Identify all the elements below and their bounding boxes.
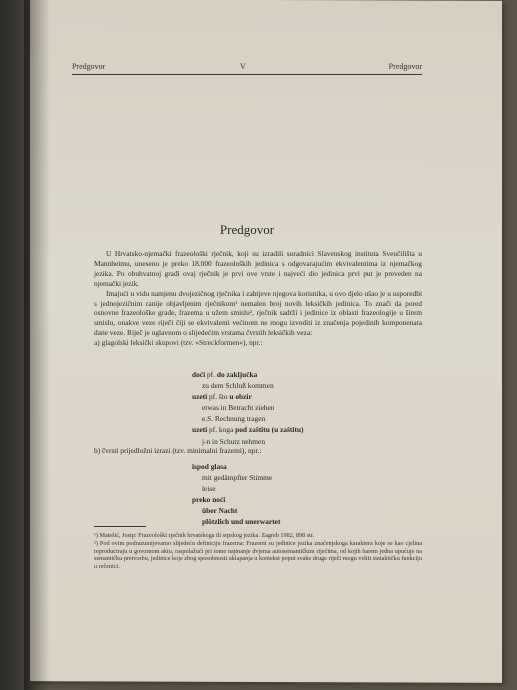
example-a-3-translation: j-n in Schutz nehmen	[202, 436, 266, 446]
header-left: Predgovor	[72, 62, 106, 71]
example-a-1: doći pf. do zaključka	[192, 370, 258, 379]
example-a-2-translation-2: e.S. Rechnung tragen	[202, 414, 266, 424]
example-a-3: uzeti pf. koga pod zaštitu (u zaštitu)	[192, 425, 304, 435]
footnote-1: ¹) Matešić, Josip: Frazeološki rječnik hrvatskoga ili srpskog jezika. Zagreb 1982, 898 str.	[94, 532, 315, 539]
example-a-2-translation-1: etwas in Betracht ziehen	[202, 403, 275, 413]
chapter-title: Predgovor	[219, 222, 275, 237]
gutter-shadow	[24, 0, 50, 690]
header-right: Predgovor	[388, 62, 422, 71]
body-text	[94, 249, 422, 348]
example-b-2-translation-2: plötzlich und unerwartet	[202, 517, 281, 527]
example-b-1-translation-2: leise	[202, 484, 216, 494]
example-b-1-translation-1: mit gedämpfter Stimme	[202, 473, 273, 483]
examples-b	[192, 461, 280, 528]
list-item-a: a) glagolski leksički skupovi (tzv. »Streckformen«), npr.:	[94, 338, 263, 348]
footnotes	[94, 532, 422, 571]
example-b-1: ispod glasa	[192, 462, 227, 471]
footnote-rule	[94, 526, 146, 527]
footnote-2: ²) Pod ovim podrazumijevamo slijedeću definiciju frazema: Frazemi su jedinice jezika značenjskoga karaktera koje se kao cjelina reproduciraju u govornom aktu, raspolažući pri tome najmanje dvjema autosemantičkim riječima, od kojih barem jedna upućuje na semantičku pretvorbu, jedinice koje zbog sposobnosti uklapanja u kontekst poput svake druge riječi mogu vršiti sintaktičku funkciju u rečenici.	[94, 539, 422, 571]
example-b-2: preko noći	[192, 495, 226, 505]
examples-a	[192, 369, 303, 447]
list-item-b: b) čvrsti prijedložni izrazi (tzv. minimalni frazemi), npr.:	[94, 446, 262, 455]
example-a-2: uzeti pf. što u obzir	[192, 392, 252, 402]
example-b-2-translation-1: über Nacht	[202, 506, 238, 516]
header-rule	[72, 74, 422, 75]
example-a-1-translation: zu dem Schluß kommen	[202, 381, 274, 391]
running-header	[72, 62, 422, 78]
page-number: V	[240, 62, 246, 71]
paragraph-2: Imajući u vidu namjenu dvojezičnog rječnika i zahtjeve njegova korisnika, u ovo djelo ušao je u usporedbi s jednojezičnim ranije objavljenim rječnikom¹ nemalen broj novih leksičkih jedinica. To znači da pored osnovne frazeološke građe, frazema u užem smislu², rječnik sadrži i jedinice iz oblasti frazeologije u širem smislu, onakve veze riječi čiji se ekvivalenti većinom ne mogu izvoditi iz značenja pojedinih komponenata dane veze. Riječ je uglavnom o slijedećim vrstama čvrstih leksičkih veza:	[94, 288, 422, 338]
paragraph-1: U Hrvatsko-njemački frazeološki rječnik, koji su izradili suradnici Slavenskog instituta Sveučilišta u Mannheimu, uneseno je preko 18.000 frazeoloških jedinica s odgovarajućim ekvivalentima iz njemačkog jezika. Po obuhvatnoj građi ovaj rječnik je prvi ove vrste i najveći dio jedinica prvi put je preveden na njemački jezik.	[94, 249, 422, 288]
